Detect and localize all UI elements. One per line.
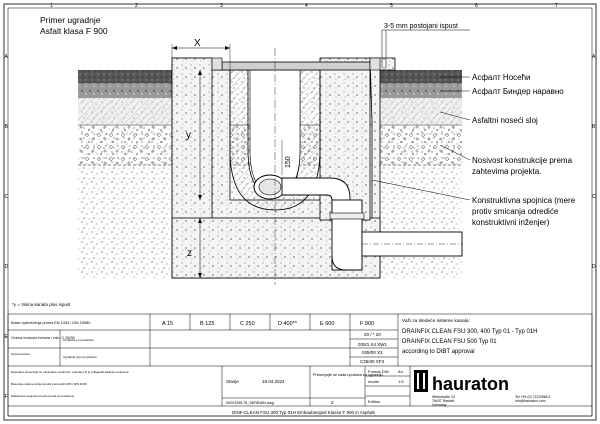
grid-label: 4 — [305, 3, 308, 9]
grid-label: D — [592, 264, 596, 270]
grid-label: C — [4, 194, 9, 200]
logo-text: hauraton — [432, 374, 510, 394]
asphalt-surface-right — [370, 70, 462, 83]
note-1: Navedene dimenzije su minimalne vrednosti i potrebno ih je prilagoditi lokalnim uslovima. — [11, 370, 130, 374]
contact-1: Tel +49 (0) 7222/958-0 — [515, 395, 551, 399]
table-row-label-2: Ocena čvrstoće betona / min. C 25/30 — [11, 336, 75, 340]
model-label: model — [368, 379, 379, 384]
footnote: *y = Visina kanala plus ispust — [12, 302, 71, 307]
address-2: 76437 Rastatt — [432, 399, 454, 403]
dim-150-label: 150 — [285, 156, 292, 168]
dim-y-label: y — [186, 130, 191, 141]
product-label: Važi za sledeće sisteme kanala: — [402, 319, 470, 324]
callout-asphalt-wearing: Асфалт Носећи — [472, 73, 531, 82]
grid-label: B — [4, 124, 8, 130]
product-line3: according to DIBT approval — [402, 349, 475, 355]
callout-joint-1: Konstruktivna spojnica (mere — [472, 196, 576, 205]
grid-label: C — [592, 194, 596, 200]
address-1: Werkstraße 13 — [432, 395, 455, 399]
value-4: C25/30 XF3 — [360, 359, 385, 364]
grid-label: B — [592, 124, 596, 130]
page-number: 2 — [331, 400, 334, 405]
value-3: 035/00 X3 — [362, 350, 383, 355]
callout-joint-3: konstruktivni inženjer) — [472, 218, 550, 227]
callout-asphalt-base: Asfaltni noseći sloj — [472, 116, 538, 125]
class-f900: F 900 — [360, 321, 375, 327]
hauraton-logo — [414, 370, 509, 394]
status-label: Stanje — [226, 379, 239, 384]
grid-label: A — [4, 54, 8, 60]
grid-label: 6 — [475, 3, 478, 9]
callout-bearing-2: zahtevima projekta. — [472, 167, 542, 176]
asphalt-surface-left — [78, 70, 178, 83]
grid-label: E — [4, 334, 8, 340]
format-label: Format DIN — [368, 369, 389, 374]
asphalt-binder-right — [370, 83, 462, 98]
grid-label: 5 — [390, 3, 393, 9]
table-small-2: Armatura po proračunu — [63, 338, 94, 342]
title-line2: Asfalt klasa F 900 — [40, 26, 108, 36]
grid-label: D — [4, 264, 9, 270]
model-value: 1:5 — [398, 379, 404, 384]
callout-bearing-1: Nosivost konstrukcije prema — [472, 156, 573, 165]
grid-label: 3 — [220, 3, 223, 9]
product-line2: DRAINFIX CLEAN FSU 500 Typ 01 — [402, 339, 497, 345]
callout-gap: 3-5 mm postojani ispust — [384, 23, 458, 30]
format-value: A4 — [398, 369, 403, 374]
status-note: Primenjujte se naša uputstva za ugradnju. — [313, 373, 384, 377]
dim-x-label: X — [194, 38, 201, 49]
asphalt-binder-left — [78, 83, 178, 98]
edition-label: Edition — [368, 399, 381, 404]
class-a15: A 15 — [162, 321, 174, 327]
title-line1: Primer ugradnje — [40, 15, 101, 25]
class-c250: C 250 — [240, 321, 255, 327]
grid-label: 2 — [135, 3, 138, 9]
status-date: 18.04.2024 — [262, 379, 285, 384]
table-small-3: Ugradnja prema uputstvu — [63, 355, 97, 359]
callout-joint-2: protiv smicanja odrediće — [472, 207, 559, 216]
address-3: Germany — [432, 403, 447, 407]
grid-label: F — [4, 394, 8, 400]
note-3: Dilatacione spojnice izvesti prema smernicama. — [11, 394, 75, 398]
value-1: 20 / * 20 — [364, 332, 381, 337]
footer-caption: DINF-CLEAN FSU 300 Typ 01H Einbaubeispiel Klasse F 900 in Asphalt — [232, 410, 375, 415]
dim-z-label: z — [187, 248, 192, 259]
callout-asphalt-binder: Асфалт Биндер наравно — [472, 87, 564, 96]
grid-label: 7 — [555, 3, 558, 9]
table-row-label-1: Klase opterećenja prema EN 1433 / DIN 19580 — [11, 321, 91, 325]
table-small-1: Ocena betona — [11, 352, 30, 356]
filename: 0000158178_SERBIAN.dwg — [226, 401, 274, 405]
class-b125: B 125 — [200, 321, 215, 327]
class-d400: D 400** — [278, 321, 297, 327]
note-2: Betonske radove treba izvoditi prema EN 206 i DIN 1045. — [11, 382, 88, 386]
vertical-pipe — [332, 200, 362, 270]
channel-grating — [222, 62, 370, 70]
contact-2: info@hauraton.com — [515, 399, 546, 403]
value-2: 030/1 X4 XW1 — [358, 342, 388, 347]
class-e600: E 600 — [320, 321, 335, 327]
grid-label: 1 — [50, 3, 53, 9]
product-line1: DRAINFIX CLEAN FSU 300, 400 Typ 01 - Typ 01H — [402, 329, 538, 335]
grid-label: A — [592, 54, 596, 60]
